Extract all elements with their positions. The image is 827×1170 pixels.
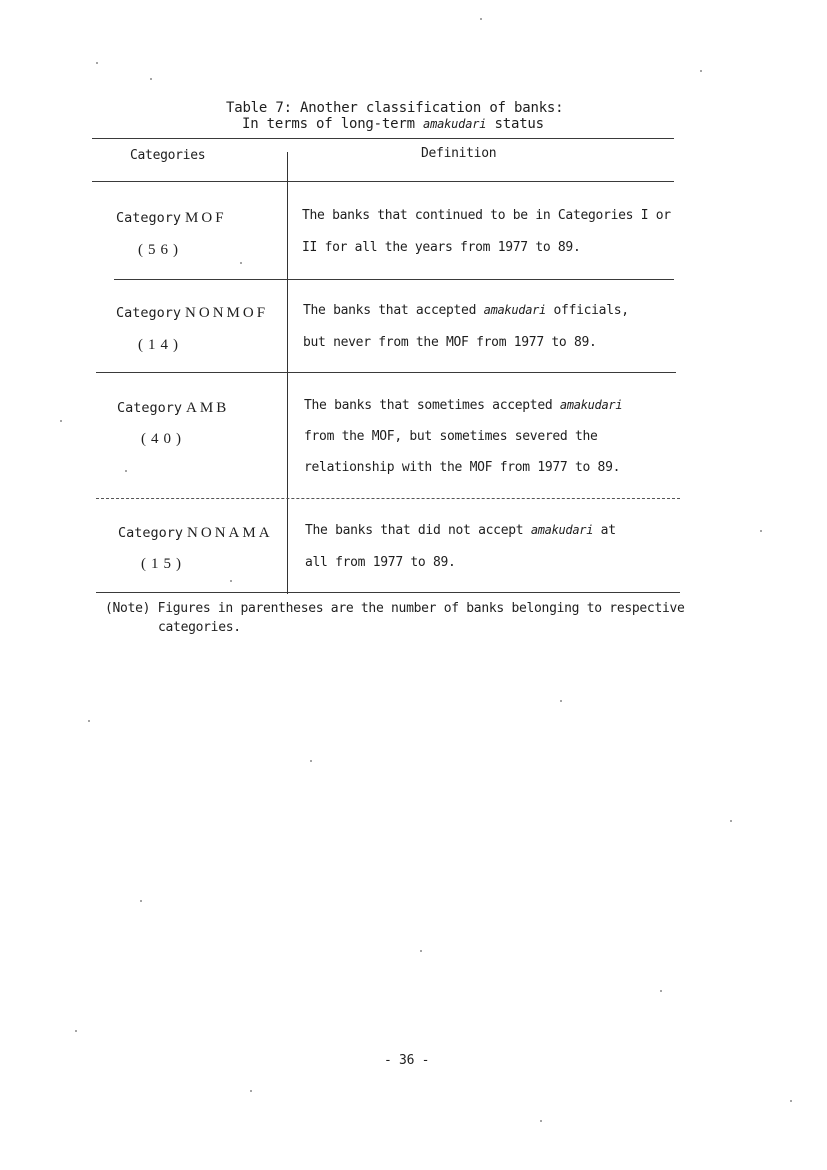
table-subtitle [242, 116, 544, 132]
row-mof-definition-line1: The banks that continued to be in Categories I or [302, 208, 671, 223]
scan-speck [790, 1100, 792, 1102]
row-nonama-count: (15) [141, 556, 186, 572]
row-nonmof-definition-line2: but never from the MOF from 1977 to 89. [303, 335, 597, 350]
scan-speck [96, 62, 98, 64]
row-nonama-category [118, 525, 273, 542]
row-amb-count: (40) [141, 431, 186, 447]
definition-text: The banks that sometimes accepted [304, 398, 553, 413]
subtitle-prefix: In terms of long-term [242, 116, 415, 132]
definition-text: The banks that accepted [303, 303, 477, 318]
table-bottom-rule [96, 592, 680, 593]
scan-speck [480, 18, 482, 20]
category-label: Category [117, 400, 183, 416]
scan-speck [125, 470, 127, 472]
header-categories: Categories [130, 148, 206, 163]
row-amb-definition-line1 [304, 398, 622, 413]
definition-term: amakudari [530, 523, 594, 537]
definition-text: officials, [553, 303, 629, 318]
subtitle-term: amakudari [423, 117, 487, 131]
category-label: Category [118, 525, 184, 541]
definition-text: at [600, 523, 616, 538]
scan-speck [230, 580, 232, 582]
row-amb-definition-line3: relationship with the MOF from 1977 to 89. [304, 460, 621, 475]
header-definition: Definition [421, 146, 497, 161]
scan-speck [760, 530, 762, 532]
column-divider [287, 152, 288, 594]
scan-speck [310, 760, 312, 762]
table-title: Table 7: Another classification of banks: [226, 100, 564, 116]
row-nonmof-bottom-rule [96, 372, 676, 373]
row-mof-category [116, 210, 227, 227]
row-amb-category [117, 400, 229, 417]
category-label: Category [116, 305, 182, 321]
row-nonama-definition-line1 [305, 523, 616, 538]
scan-speck [60, 420, 62, 422]
row-mof-definition-line2: II for all the years from 1977 to 89. [302, 240, 581, 255]
category-name: NONAMA [187, 525, 273, 541]
row-nonmof-count: (14) [138, 337, 183, 353]
scan-speck [420, 950, 422, 952]
scan-speck [700, 70, 702, 72]
scan-speck [730, 820, 732, 822]
scan-speck [250, 1090, 252, 1092]
scan-speck [560, 700, 562, 702]
row-amb-definition-line2: from the MOF, but sometimes severed the [304, 429, 598, 444]
row-mof-bottom-rule [114, 279, 674, 280]
header-bottom-rule [92, 181, 674, 182]
scan-speck [660, 990, 662, 992]
row-nonama-definition-line2: all from 1977 to 89. [305, 555, 456, 570]
category-name: MOF [185, 210, 227, 226]
category-label: Category [116, 210, 182, 226]
definition-term: amakudari [483, 303, 546, 317]
table-note-line1: (Note) Figures in parentheses are the number of banks belonging to respective [105, 601, 685, 616]
page-number: - 36 - [384, 1053, 430, 1068]
row-nonmof-definition-line1 [303, 303, 629, 318]
scan-speck [150, 78, 152, 80]
scan-speck [140, 900, 142, 902]
row-nonmof-category [116, 305, 268, 322]
definition-text: The banks that did not accept [305, 523, 524, 538]
row-amb-bottom-rule [96, 498, 680, 499]
category-name: NONMOF [185, 305, 269, 321]
row-mof-count: (56) [138, 242, 183, 258]
category-name: AMB [186, 400, 230, 416]
subtitle-suffix: status [494, 116, 544, 132]
table-top-rule [92, 138, 674, 139]
scan-speck [75, 1030, 77, 1032]
table-note-line2: categories. [158, 620, 241, 635]
scan-speck [88, 720, 90, 722]
scan-speck [540, 1120, 542, 1122]
definition-term: amakudari [559, 398, 623, 412]
scan-speck [240, 262, 242, 264]
